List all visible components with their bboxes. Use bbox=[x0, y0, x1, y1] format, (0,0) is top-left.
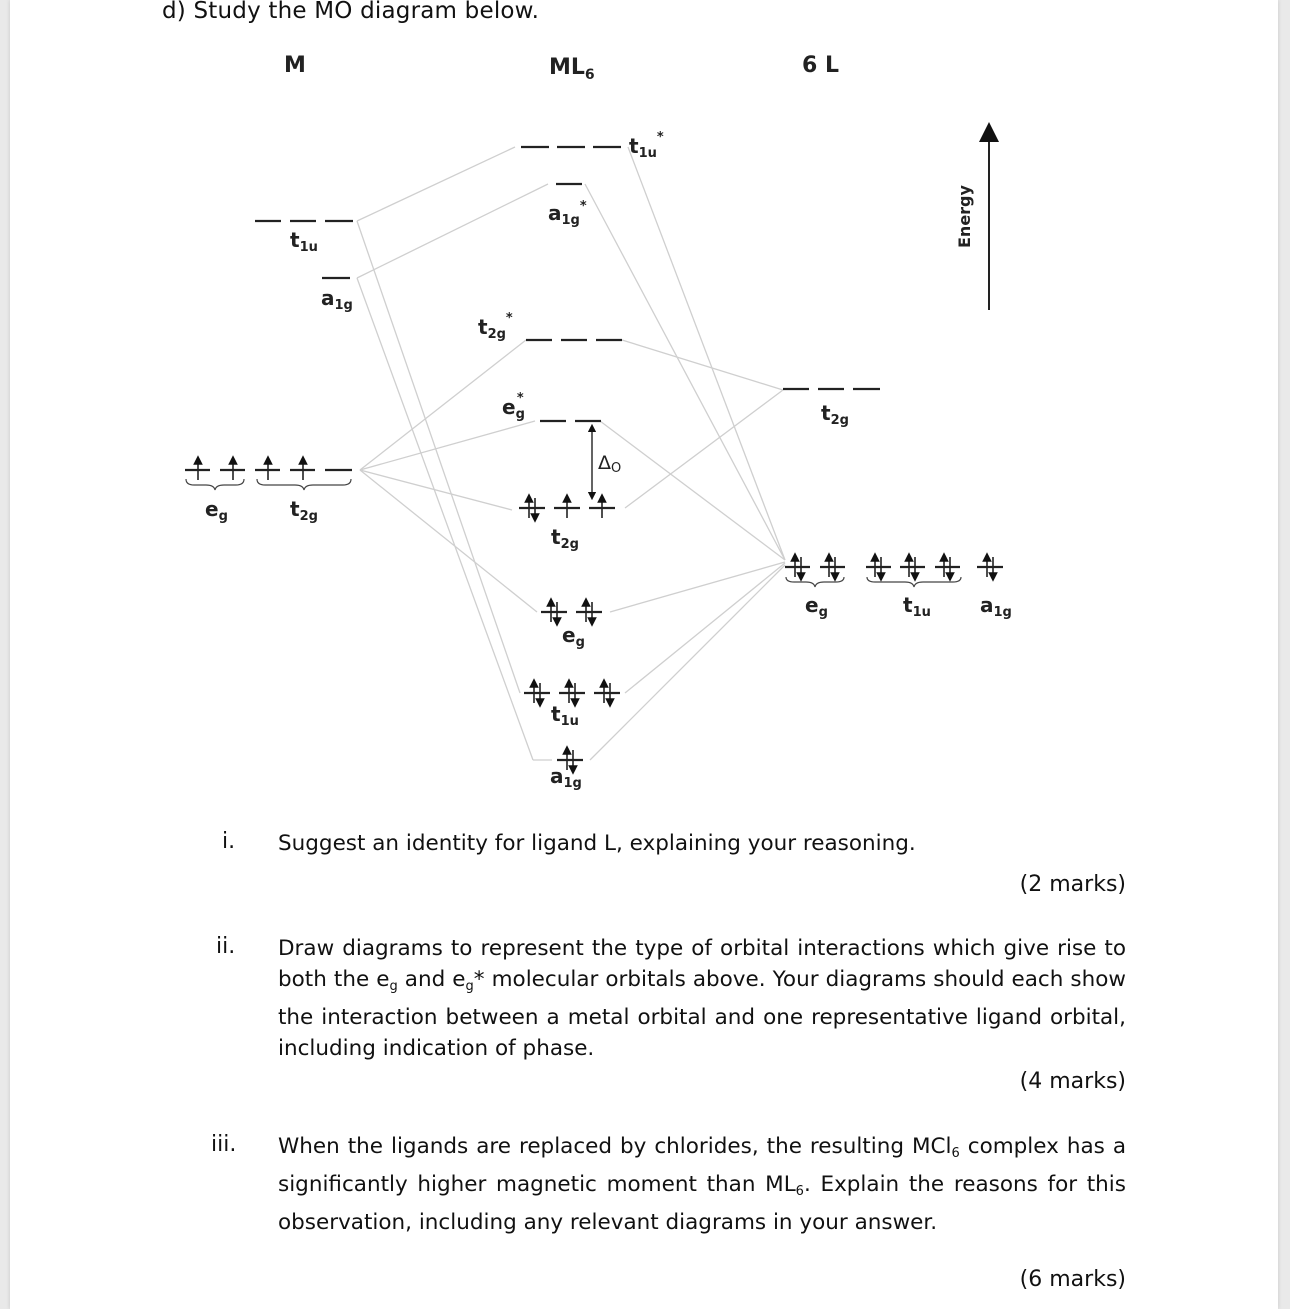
ligand-t1u-label: $t_{1u}$ bbox=[903, 593, 931, 620]
question-2-marks: (4 marks) bbox=[1019, 1069, 1126, 1094]
complex-labels bbox=[478, 130, 664, 791]
ligand-eg-label: $e_g$ bbox=[805, 593, 828, 620]
ligand-labels bbox=[805, 401, 1012, 620]
complex-t2g-star-label: $t_{2g}^*$ bbox=[478, 311, 513, 342]
energy-label: Energy bbox=[955, 185, 974, 248]
question-3-text: When the ligands are replaced by chlorides, the resulting MCl$_6$ complex has a significantly higher magnetic moment than $ML_6$. Explain the reasons for this observation, including any relevant diagrams in your answer. bbox=[278, 1134, 1126, 1235]
question-2-number: ii. bbox=[216, 934, 236, 959]
complex-eg-star-label: $e_g*$ bbox=[502, 391, 525, 422]
ligand-levels bbox=[783, 389, 1003, 567]
complex-t1u-label: $t_{1u}$ bbox=[551, 702, 579, 729]
section-heading: d) Study the MO diagram below. bbox=[162, 0, 540, 24]
header-complex: $ML_6$ bbox=[549, 55, 595, 83]
question-1-number: i. bbox=[222, 829, 236, 854]
complex-a1g-label: $a_{1g}$ bbox=[550, 764, 582, 791]
delta-o-label: ΔO bbox=[598, 452, 622, 476]
correlation-lines bbox=[357, 147, 785, 760]
header-metal: M bbox=[284, 53, 306, 78]
question-2-text: Draw diagrams to represent the type of orbital interactions which give rise to both the $e_g$ and $e_g*$ molecular orbitals above. Your diagrams should each show the interaction between a metal orbital and one representative ligand orbital, including indication of phase. bbox=[278, 936, 1126, 1061]
question-1-text: Suggest an identity for ligand L, explaining your reasoning. bbox=[278, 831, 916, 856]
metal-braces bbox=[186, 479, 351, 490]
complex-a1g-star-label: $a_{1g}^*$ bbox=[548, 199, 587, 228]
ligand-a1g-label: $a_{1g}$ bbox=[980, 593, 1012, 620]
metal-t1u-label: $t_{1u}$ bbox=[290, 228, 318, 255]
question-3-marks: (6 marks) bbox=[1019, 1267, 1126, 1292]
metal-t2g-label: $t_{2g}$ bbox=[290, 497, 318, 524]
complex-t1u-star-label: $t_{1u}^*$ bbox=[629, 130, 664, 161]
question-1-marks: (2 marks) bbox=[1019, 872, 1126, 897]
question-3-number: iii. bbox=[211, 1132, 237, 1157]
ligand-t2g-label: $t_{2g}$ bbox=[821, 401, 849, 428]
energy-axis bbox=[955, 132, 989, 310]
complex-t2g-label: $t_{2g}$ bbox=[551, 525, 579, 552]
metal-electrons bbox=[198, 460, 303, 480]
metal-a1g-label: $a_{1g}$ bbox=[321, 286, 353, 313]
metal-eg-label: $e_g$ bbox=[205, 497, 228, 524]
metal-levels bbox=[185, 221, 353, 470]
complex-eg-label: $e_g$ bbox=[562, 623, 585, 650]
header-ligands: 6 L bbox=[802, 53, 839, 78]
metal-labels bbox=[205, 228, 353, 524]
column-headers bbox=[284, 53, 839, 83]
ligand-braces bbox=[786, 577, 961, 587]
